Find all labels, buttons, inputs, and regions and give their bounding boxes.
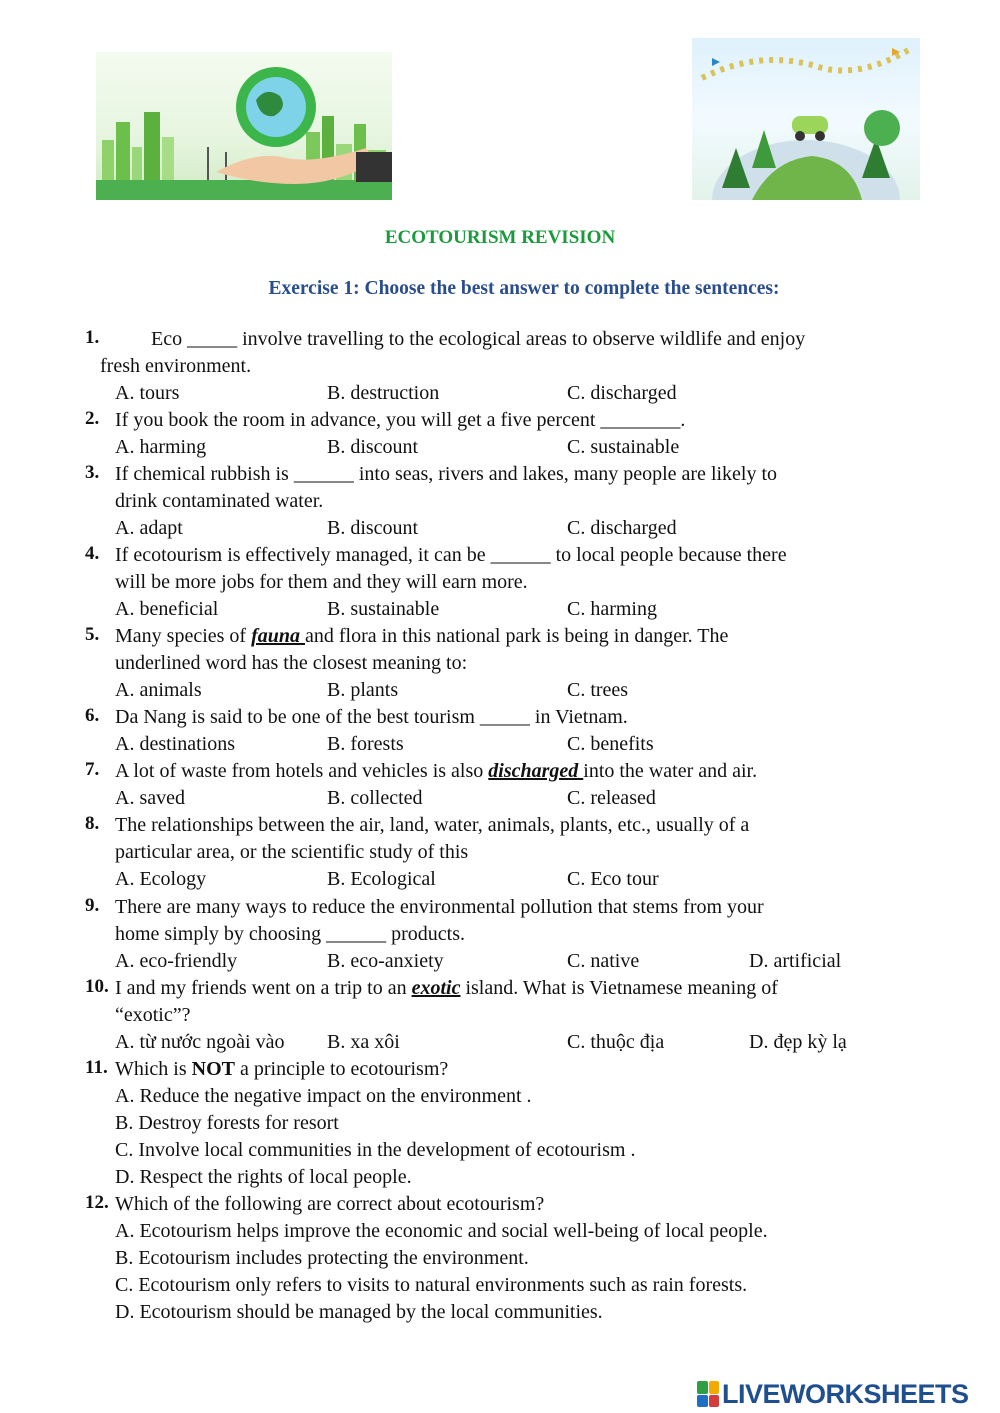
exercise-heading: Exercise 1: Choose the best answer to complete the sentences: (268, 278, 780, 299)
underlined-word: exotic (411, 977, 461, 999)
question-number: 9. (85, 895, 100, 916)
option-a[interactable]: A. harming (115, 436, 207, 458)
question-7-line-1 (115, 758, 757, 785)
option-b[interactable]: B. forests (327, 733, 404, 755)
option-b[interactable]: B. destruction (327, 382, 440, 404)
option-a[interactable]: A. Ecology (115, 868, 207, 890)
question-11-line-1 (115, 1056, 448, 1083)
green-earth-car-image (692, 38, 920, 200)
question-10-text-post: island. What is Vietnamese meaning of (460, 977, 778, 999)
option-b[interactable]: B. eco-anxiety (327, 950, 444, 972)
option-c[interactable]: C. sustainable (567, 436, 680, 458)
question-number: 3. (85, 462, 100, 483)
option-b[interactable]: B. sustainable (327, 598, 440, 620)
option-b[interactable]: B. discount (327, 517, 419, 539)
option-c[interactable]: C. Eco tour (567, 868, 659, 890)
question-4-line-2: will be more jobs for them and they will earn more. (115, 571, 528, 593)
option-b[interactable]: B. Ecological (327, 868, 436, 890)
question-5-text-pre: Many species of (115, 625, 252, 647)
underlined-word: fauna (251, 625, 305, 647)
option-c[interactable]: C. harming (567, 598, 657, 620)
question-number: 6. (85, 705, 100, 726)
option-c[interactable]: C. benefits (567, 733, 654, 755)
question-5-line-2: underlined word has the closest meaning to: (115, 652, 468, 674)
page-title: ECOTOURISM REVISION (384, 227, 616, 248)
option-b[interactable]: B. Destroy forests for resort (115, 1112, 339, 1134)
logo-square-icon (697, 1381, 708, 1394)
question-9-line-1: There are many ways to reduce the environmental pollution that stems from your (115, 896, 764, 918)
question-3-line-1: If chemical rubbish is ______ into seas, rivers and lakes, many people are likely to (115, 463, 778, 485)
option-b[interactable]: B. collected (327, 787, 423, 809)
question-8-line-2: particular area, or the scientific study of this (115, 841, 469, 863)
option-b[interactable]: B. xa xôi (327, 1031, 400, 1053)
question-number: 8. (85, 813, 100, 834)
option-d[interactable]: D. Respect the rights of local people. (115, 1166, 412, 1188)
liveworksheets-logo[interactable] (697, 1378, 969, 1410)
option-c[interactable]: C. native (567, 950, 640, 972)
question-4-line-1: If ecotourism is effectively managed, it can be ______ to local people because there (115, 544, 787, 566)
question-11-text-pre: Which is (115, 1058, 192, 1080)
question-8-line-1: The relationships between the air, land, water, animals, plants, etc., usually of a (115, 814, 750, 836)
option-c[interactable]: C. released (567, 787, 656, 809)
question-1-line-1: Eco _____ involve travelling to the ecological areas to observe wildlife and enjoy (151, 328, 806, 350)
question-number: 11. (85, 1057, 108, 1078)
option-d[interactable]: D. Ecotourism should be managed by the local communities. (115, 1301, 603, 1323)
question-number: 12. (85, 1192, 109, 1213)
question-number: 7. (85, 759, 100, 780)
option-b[interactable]: B. Ecotourism includes protecting the environment. (115, 1247, 529, 1269)
question-6-line-1: Da Nang is said to be one of the best tourism _____ in Vietnam. (115, 706, 628, 728)
question-number: 1. (85, 327, 100, 348)
question-12-line-1: Which of the following are correct about ecotourism? (115, 1193, 545, 1215)
question-5-line-1 (115, 623, 728, 650)
option-a[interactable]: A. tours (115, 382, 180, 404)
option-a[interactable]: A. từ nước ngoài vào (115, 1031, 285, 1053)
question-3-line-2: drink contaminated water. (115, 490, 324, 512)
option-b[interactable]: B. discount (327, 436, 419, 458)
underlined-word: discharged (488, 760, 584, 782)
option-a[interactable]: A. eco-friendly (115, 950, 238, 972)
question-number: 10. (85, 976, 109, 997)
question-10-text-pre: I and my friends went on a trip to an (115, 977, 412, 999)
logo-square-icon (709, 1395, 720, 1408)
question-7-text-pre: A lot of waste from hotels and vehicles is also (115, 760, 489, 782)
option-c[interactable]: C. Involve local communities in the development of ecotourism . (115, 1139, 636, 1161)
question-1-line-2: fresh environment. (100, 355, 252, 377)
option-c[interactable]: C. trees (567, 679, 629, 701)
option-c[interactable]: C. thuộc địa (567, 1031, 665, 1053)
logo-text: LIVEWORKSHEETS (722, 1378, 969, 1409)
option-d[interactable]: D. đẹp kỳ lạ (749, 1031, 847, 1053)
earth-trees-illustration (692, 38, 920, 200)
option-a[interactable]: A. beneficial (115, 598, 219, 620)
logo-grid-icon (697, 1381, 719, 1407)
question-10-line-2: “exotic”? (115, 1004, 191, 1026)
question-5-text-post: and flora in this national park is being in danger. The (304, 625, 729, 647)
option-a[interactable]: A. destinations (115, 733, 235, 755)
option-d[interactable]: D. artificial (749, 950, 842, 972)
option-b[interactable]: B. plants (327, 679, 399, 701)
question-number: 2. (85, 408, 100, 429)
question-number: 5. (85, 624, 100, 645)
question-number: 4. (85, 543, 100, 564)
option-c[interactable]: C. discharged (567, 382, 677, 404)
logo-square-icon (709, 1381, 720, 1394)
option-a[interactable]: A. Ecotourism helps improve the economic and social well-being of local people. (115, 1220, 768, 1242)
eco-hand-globe-image (96, 52, 392, 200)
option-a[interactable]: A. adapt (115, 517, 183, 539)
option-a[interactable]: A. animals (115, 679, 202, 701)
question-7-text-post: into the water and air. (583, 760, 758, 782)
option-a[interactable]: A. saved (115, 787, 185, 809)
option-c[interactable]: C. discharged (567, 517, 677, 539)
question-2-line-1: If you book the room in advance, you will get a five percent ________. (115, 409, 686, 431)
question-11-bold-word: NOT (191, 1058, 235, 1080)
question-11-text-post: a principle to ecotourism? (235, 1058, 449, 1080)
option-c[interactable]: C. Ecotourism only refers to visits to natural environments such as rain forests. (115, 1274, 748, 1296)
eco-city-illustration (96, 52, 392, 200)
logo-square-icon (697, 1395, 708, 1408)
option-a[interactable]: A. Reduce the negative impact on the environment . (115, 1085, 532, 1107)
question-10-line-1 (115, 975, 778, 1002)
question-9-line-2: home simply by choosing ______ products. (115, 923, 465, 945)
